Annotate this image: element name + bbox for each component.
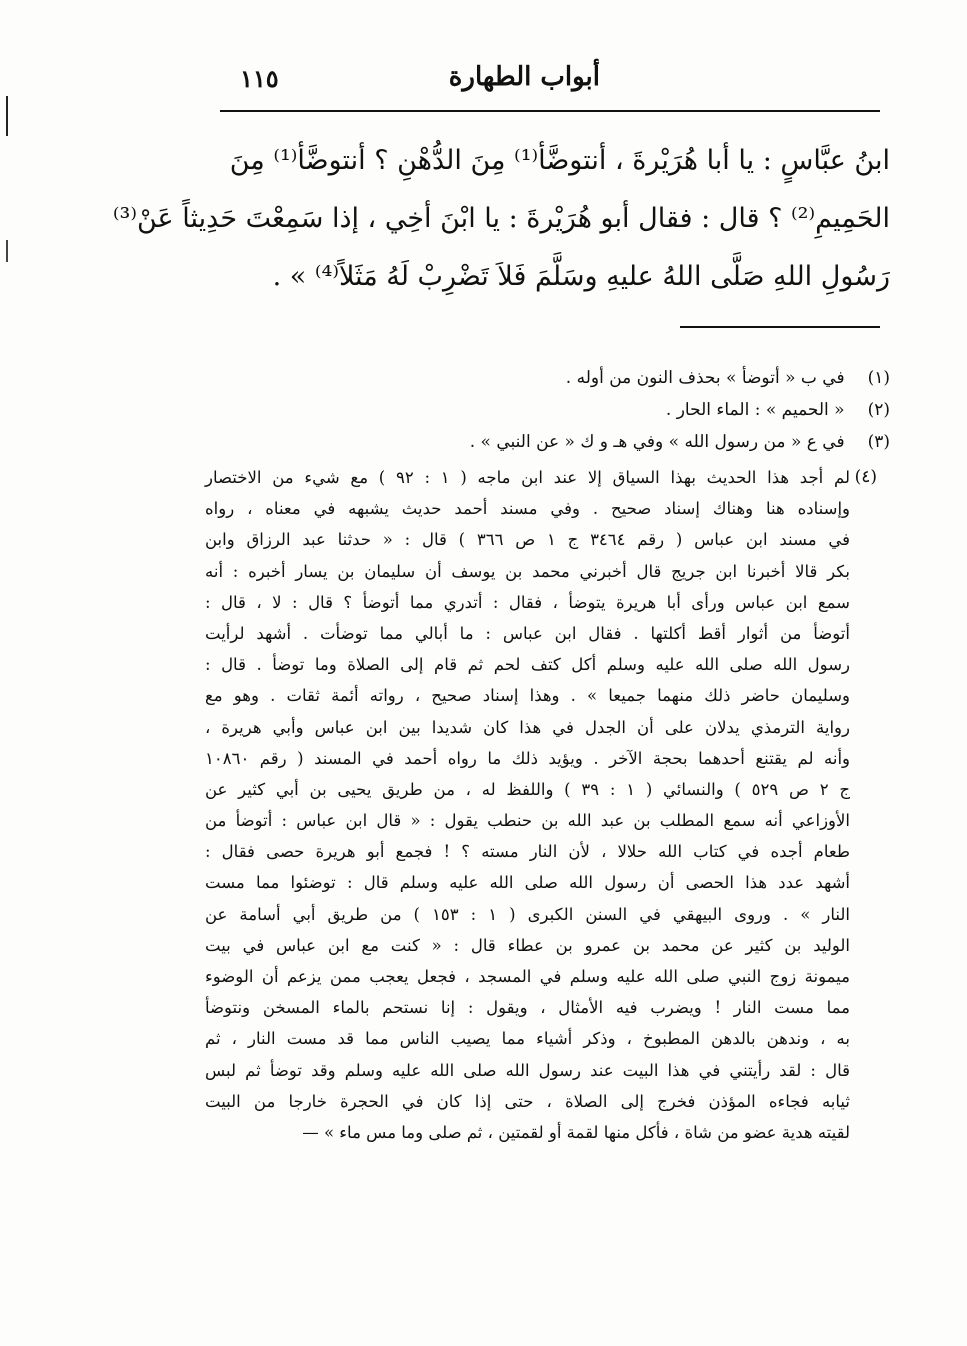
main-text-line: ابنُ عبَّاسٍ : يا أبا هُرَيْرةَ ، أنتوضَّأ⁽¹⁾ مِنَ الدُّهْنِ ؟ أنتوضَّأ⁽¹⁾ مِنَ: [229, 145, 890, 176]
header-rule: [220, 110, 880, 112]
page-header: [240, 62, 640, 102]
footnote-line: النار » . وروى البيهقي في السنن الكبرى ( ١ : ١٥٣ ) من طريق أبي أسامة عن: [205, 904, 850, 924]
footnote-text: « الحميم » : الماء الحار .: [665, 400, 845, 420]
main-text: [112, 132, 890, 306]
footnote-line: أتوضأ من أثوار أقط أكلتها . فقال ابن عباس : ما أبالي مما توضأت . أشهد لرأيت: [205, 623, 850, 643]
footnote-text: في ع « من رسول الله » وفي هـ و ك « عن النبي » .: [469, 432, 845, 452]
footnote-line: ج ٢ ص ٥٢٩ ) والنسائي ( ١ : ٣٩ ) واللفظ له ، من طريق يحيى بن أبي كثير عن: [205, 779, 850, 799]
footnote-number: (١): [867, 368, 890, 388]
footnote-line: وأنه لم يقتنع أحدهما بحجة الآخر . ويؤيد ذلك ما رواه أحمد في المسند ( رقم ١٠٨٦٠: [205, 748, 850, 768]
footnote-line: ميمونة زوج النبي صلى الله عليه وسلم في المسجد ، فجعل يعجب ممن يزعم أن الوضوء: [205, 967, 850, 986]
main-text-line: الحَمِيمِ⁽²⁾ ؟ قال : فقال أبو هُرَيْرةَ : يا ابْنَ أخِي ، إذا سَمِعْتَ حَدِيثاً عَنْ⁽³⁾: [112, 203, 890, 234]
footnote-line: ثيابه فجاءه المؤذن فخرج إلى الصلاة ، حتى إذا كان في الحجرة خارجا من البيت: [205, 1091, 850, 1111]
footnote: [200, 426, 890, 458]
footnote-text: في ب « أتوضأ » بحذف النون من أوله .: [565, 368, 845, 388]
footnote-number: (٣): [867, 432, 890, 452]
footnote-number: (٤): [854, 467, 877, 487]
footnote-line: سمع ابن عباس ورأى أبا هريرة يتوضأ ، فقال : أتدري مما أتوضأ ؟ قال : لا ، قال :: [205, 592, 850, 612]
footnote-number: (٢): [867, 400, 890, 420]
footnote-line: به ، وندهن بالدهن المطبوخ ، وذكر أشياء مما يصيب الناس مما قد مست النار ، ثم: [205, 1029, 850, 1049]
footnote: [200, 394, 890, 426]
footnote: [200, 362, 890, 394]
footnote-line: وإسناده هنا وهناك إسناد صحيح . وفي مسند أحمد حديث يشبهه في معناه ، رواه: [205, 499, 850, 519]
scan-edge-mark: [6, 96, 8, 136]
footnote-line: رواية الترمذي يدلان على أن الجدل في هذا كان شديدا بين ابن عباس وأبي هريرة ،: [205, 717, 850, 737]
footnote-line: مما مست النار ! ويضرب فيه الأمثال ، ويقول : إنا نستحم بالماء المسخن ونتوضأ: [205, 998, 850, 1018]
footnote-line: لقيته هدية عضو من شاة ، فأكل منها لقمة أو لقمتين ، ثم صلى وما مس ماء » —: [302, 1122, 850, 1142]
footnote-line: وسليمان حاضر ذلك منهما جميعا » . وهذا إسناد صحيح ، رواته أئمة ثقات . وهو مع: [205, 686, 850, 706]
footnotes: [200, 362, 890, 458]
footnote-line: لم أجد هذا الحديث بهذا السياق إلا عند ابن ماجه ( ١ : ٩٢ ) مع شيء من الاختصار: [205, 468, 850, 487]
footnote-line: رسول الله صلى الله عليه وسلم أكل كتف لحم ثم قام إلى الصلاة وما توضأ . قال :: [205, 655, 850, 675]
footnote-line: الأوزاعي أنه سمع المطلب بن عبد الله بن حنطب يقول : « قال ابن عباس : أتوضأ من: [205, 811, 850, 831]
footnote-separator: [680, 326, 880, 328]
footnote-line: بكر قالا أخبرنا ابن جريج قال أخبرني محمد بن يوسف أن سليمان بن يسار أخبره : أنه: [205, 561, 850, 581]
footnote-line: طعام أجده في كتاب الله حلالا ، لأن النار مسته ؟ ! فجمع أبو هريرة حصى فقال :: [205, 842, 850, 862]
footnote-line: أشهد عدد هذا الحصى أن رسول الله صلى الله عليه وسلم قال : توضئوا مما مست: [205, 873, 850, 893]
footnote-line: في مسند ابن عباس ( رقم ٣٤٦٤ ج ١ ص ٣٦٦ ) قال : « حدثنا عبد الرزاق وابن: [205, 530, 850, 550]
page-number: ١١٥: [240, 64, 279, 93]
main-text-line: رَسُولِ اللهِ صَلَّى اللهُ عليهِ وسَلَّمَ فَلاَ تَضْرِبْ لَهُ مَثَلاً⁽⁴⁾ » .: [272, 261, 890, 292]
scan-edge-mark: [6, 240, 8, 262]
footnote-line: الوليد بن كثير عن محمد بن عمرو بن عطاء قال : « كنت مع ابن عباس في بيت: [205, 935, 850, 955]
footnote-4-body: [205, 462, 850, 1148]
footnote-line: قال : لقد رأيتني في هذا البيت عند رسول الله صلى الله عليه وسلم وقد توضأ ثم لبس: [205, 1060, 850, 1080]
running-title: أبواب الطهارة: [448, 62, 600, 92]
